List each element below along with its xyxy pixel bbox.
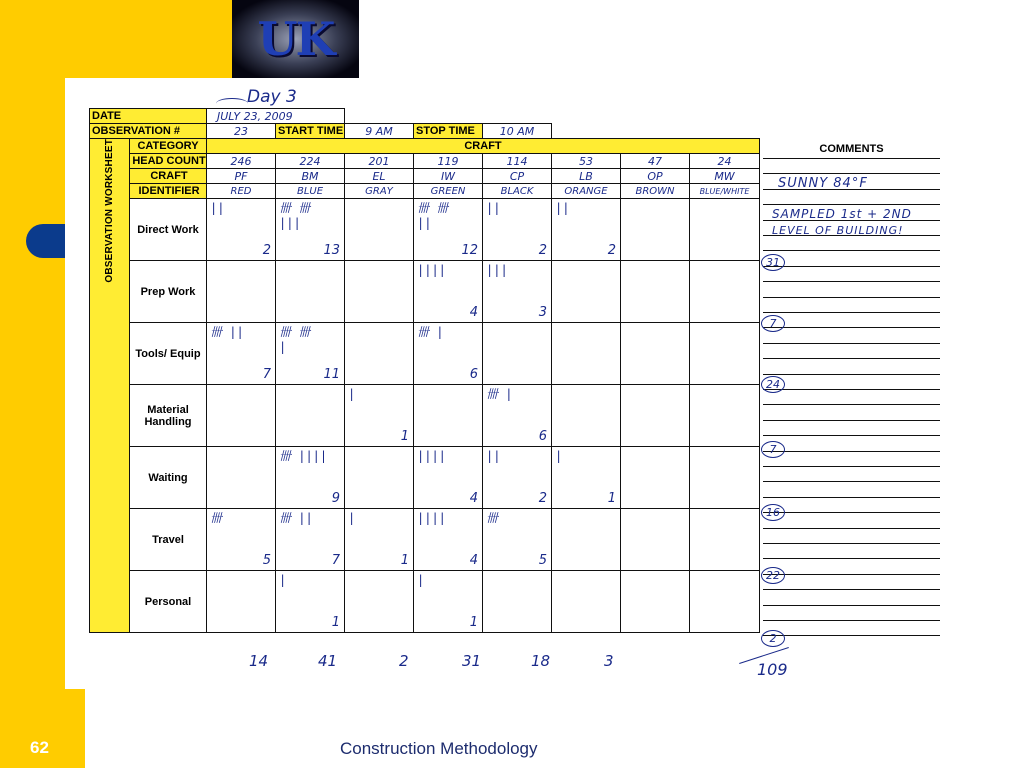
uk-logo xyxy=(232,0,359,78)
tally-count: 2 xyxy=(262,243,271,258)
tally-cell xyxy=(414,323,483,385)
head-count-0: 246 xyxy=(207,154,276,169)
category-row xyxy=(90,323,760,385)
tally-cell xyxy=(552,199,621,261)
head-count-7: 24 xyxy=(690,154,760,169)
tally-count: 2 xyxy=(607,243,616,258)
row-total-3: 7 xyxy=(761,441,785,458)
tally-cell xyxy=(690,385,760,447)
tally-cell xyxy=(690,199,760,261)
row-total-4: 16 xyxy=(761,504,785,521)
category-name: Waiting xyxy=(130,447,207,509)
identifier-1: BLUE xyxy=(276,184,345,199)
craft-4: CP xyxy=(483,169,552,184)
comment-rule xyxy=(763,158,940,159)
category-row xyxy=(90,447,760,509)
tally-marks: 卌 || xyxy=(210,325,244,339)
craft-header: CRAFT xyxy=(207,139,760,154)
start-time-label: START TIME xyxy=(276,124,345,139)
comment-rule xyxy=(763,528,940,529)
tally-marks: 卌 xyxy=(210,511,223,525)
tally-count: 1 xyxy=(400,429,409,444)
tally-marks: | xyxy=(348,387,356,401)
identifier-3: GREEN xyxy=(414,184,483,199)
identifier-7: BLUE/WHITE xyxy=(690,184,760,199)
tally-marks: 卌 | xyxy=(486,387,513,401)
tally-cell xyxy=(690,571,760,633)
tally-count: 2 xyxy=(538,491,547,506)
tally-cell xyxy=(621,323,690,385)
stop-time-label: STOP TIME xyxy=(414,124,483,139)
comment-rule xyxy=(763,512,940,513)
grand-total: 109 xyxy=(757,660,788,679)
tally-count: 4 xyxy=(469,491,478,506)
comment-rule xyxy=(763,420,940,421)
tally-count: 12 xyxy=(461,243,478,258)
tally-cell xyxy=(414,199,483,261)
head-count-5: 53 xyxy=(552,154,621,169)
head-count-3: 119 xyxy=(414,154,483,169)
tally-count: 7 xyxy=(331,553,340,568)
tally-marks: || xyxy=(210,201,225,215)
tally-cell xyxy=(552,261,621,323)
comment-rule xyxy=(763,574,940,575)
tally-marks: || xyxy=(486,449,501,463)
tally-cell xyxy=(207,323,276,385)
tally-marks: 卌 |||| xyxy=(279,449,328,463)
tally-cell xyxy=(621,199,690,261)
craft-label: CRAFT xyxy=(130,169,207,184)
comment-rule xyxy=(763,451,940,452)
tally-marks: 卌 卌 | xyxy=(279,325,311,354)
category-row xyxy=(90,571,760,633)
logo-text: UK xyxy=(257,12,334,66)
identifier-2: GRAY xyxy=(345,184,414,199)
row-total-1: 7 xyxy=(761,315,785,332)
tally-count: 2 xyxy=(538,243,547,258)
comment-rule xyxy=(763,312,940,313)
column-total-5: 3 xyxy=(604,652,614,670)
tally-cell xyxy=(552,447,621,509)
column-total-0: 14 xyxy=(249,652,269,670)
tally-marks: 卌 || xyxy=(279,511,313,525)
tally-count: 4 xyxy=(469,305,478,320)
category-name: Tools/ Equip xyxy=(130,323,207,385)
category-name: Travel xyxy=(130,509,207,571)
tally-count: 11 xyxy=(323,367,340,382)
comment-rule xyxy=(763,374,940,375)
comment-rule xyxy=(763,358,940,359)
tally-cell xyxy=(414,385,483,447)
head-count-4: 114 xyxy=(483,154,552,169)
tally-cell xyxy=(207,385,276,447)
tally-cell xyxy=(690,261,760,323)
tally-marks: 卌 卌 ||| xyxy=(279,201,311,230)
tally-cell xyxy=(276,199,345,261)
category-name: Personal xyxy=(130,571,207,633)
tally-marks: ||| xyxy=(486,263,508,277)
tally-cell xyxy=(414,509,483,571)
row-total-6: 2 xyxy=(761,630,785,647)
tally-count: 5 xyxy=(262,553,271,568)
category-name: Direct Work xyxy=(130,199,207,261)
tally-marks: | xyxy=(348,511,356,525)
category-row xyxy=(90,199,760,261)
tally-marks: |||| xyxy=(417,449,446,463)
comment-rule xyxy=(763,466,940,467)
tally-cell xyxy=(276,261,345,323)
tally-cell xyxy=(345,385,414,447)
tally-cell xyxy=(276,447,345,509)
comment-rule xyxy=(763,343,940,344)
craft-7: MW xyxy=(690,169,760,184)
tally-count: 6 xyxy=(469,367,478,382)
head-count-6: 47 xyxy=(621,154,690,169)
tally-count: 1 xyxy=(469,615,478,630)
column-total-3: 31 xyxy=(462,652,482,670)
tally-cell xyxy=(552,571,621,633)
head-count-1: 224 xyxy=(276,154,345,169)
tally-cell xyxy=(483,385,552,447)
tally-count: 7 xyxy=(262,367,271,382)
tally-cell xyxy=(345,509,414,571)
row-total-5: 22 xyxy=(761,567,785,584)
comment-rule xyxy=(763,297,940,298)
tally-cell xyxy=(207,509,276,571)
comment-rule xyxy=(763,497,940,498)
tally-marks: | xyxy=(555,449,563,463)
tally-cell xyxy=(552,385,621,447)
tally-cell xyxy=(207,199,276,261)
column-total-4: 18 xyxy=(531,652,551,670)
tally-marks: 卌 卌 || xyxy=(417,201,449,230)
stop-time-value: 10 AM xyxy=(483,124,552,139)
category-row xyxy=(90,261,760,323)
comment-rule xyxy=(763,558,940,559)
tally-cell xyxy=(345,447,414,509)
tally-cell xyxy=(690,323,760,385)
tally-marks: || xyxy=(555,201,570,215)
craft-3: IW xyxy=(414,169,483,184)
footer-title: Construction Methodology xyxy=(340,739,538,758)
craft-0: PF xyxy=(207,169,276,184)
craft-2: EL xyxy=(345,169,414,184)
tally-count: 1 xyxy=(607,491,616,506)
identifier-6: BROWN xyxy=(621,184,690,199)
tally-cell xyxy=(414,447,483,509)
tally-count: 9 xyxy=(331,491,340,506)
tally-cell xyxy=(345,571,414,633)
craft-5: LB xyxy=(552,169,621,184)
tally-cell xyxy=(483,509,552,571)
observation-value: 23 xyxy=(207,124,276,139)
tally-cell xyxy=(207,447,276,509)
observation-label: OBSERVATION # xyxy=(90,124,207,139)
tally-cell xyxy=(621,571,690,633)
tally-count: 13 xyxy=(323,243,340,258)
tally-cell xyxy=(690,447,760,509)
comment-rule xyxy=(763,481,940,482)
identifier-label: IDENTIFIER xyxy=(130,184,207,199)
head-count-label: HEAD COUNT xyxy=(130,154,207,169)
comment-rule xyxy=(763,204,940,205)
column-total-1: 41 xyxy=(318,652,338,670)
day-note: Day 3 xyxy=(247,87,297,107)
tally-count: 6 xyxy=(538,429,547,444)
comment-rule xyxy=(763,635,940,636)
identifier-5: ORANGE xyxy=(552,184,621,199)
identifier-4: BLACK xyxy=(483,184,552,199)
tally-cell xyxy=(276,509,345,571)
tally-cell xyxy=(483,199,552,261)
tally-cell xyxy=(207,261,276,323)
row-total-2: 24 xyxy=(761,376,785,393)
craft-1: BM xyxy=(276,169,345,184)
start-time-value: 9 AM xyxy=(345,124,414,139)
tally-cell xyxy=(276,571,345,633)
tally-count: 5 xyxy=(538,553,547,568)
tally-cell xyxy=(552,509,621,571)
tally-cell xyxy=(483,571,552,633)
comment-rule xyxy=(763,605,940,606)
category-name: Prep Work xyxy=(130,261,207,323)
worksheet-side-label: OBSERVATION WORKSHEET xyxy=(90,139,130,633)
comment-rule xyxy=(763,404,940,405)
tally-cell xyxy=(276,385,345,447)
date-label: DATE xyxy=(90,109,207,124)
tally-count: 3 xyxy=(538,305,547,320)
tally-cell xyxy=(483,261,552,323)
tally-cell xyxy=(345,199,414,261)
category-row xyxy=(90,385,760,447)
comment-rule xyxy=(763,435,940,436)
tally-cell xyxy=(483,323,552,385)
tally-cell xyxy=(414,571,483,633)
tally-count: 1 xyxy=(400,553,409,568)
tally-cell xyxy=(276,323,345,385)
tally-cell xyxy=(621,385,690,447)
tally-marks: | xyxy=(417,573,425,587)
date-value: JULY 23, 2009 xyxy=(207,109,345,124)
category-row xyxy=(90,509,760,571)
tally-marks: | xyxy=(279,573,287,587)
comment-rule xyxy=(763,266,940,267)
tally-cell xyxy=(345,323,414,385)
comment-rule xyxy=(763,327,940,328)
tally-cell xyxy=(552,323,621,385)
tally-marks: || xyxy=(486,201,501,215)
yellow-top-band xyxy=(85,0,232,78)
head-count-2: 201 xyxy=(345,154,414,169)
comment-rule xyxy=(763,250,940,251)
column-total-2: 2 xyxy=(399,652,409,670)
tally-marks: 卌 xyxy=(486,511,499,525)
tally-marks: 卌 | xyxy=(417,325,444,339)
craft-6: OP xyxy=(621,169,690,184)
comment-rule xyxy=(763,543,940,544)
tally-cell xyxy=(207,571,276,633)
comment-rule xyxy=(763,589,940,590)
observation-worksheet xyxy=(89,108,760,633)
tally-cell xyxy=(690,509,760,571)
tally-cell xyxy=(345,261,414,323)
row-total-0: 31 xyxy=(761,254,785,271)
identifier-0: RED xyxy=(207,184,276,199)
page-number: 62 xyxy=(30,738,49,757)
comment-rule xyxy=(763,173,940,174)
tally-count: 4 xyxy=(469,553,478,568)
tally-marks: |||| xyxy=(417,263,446,277)
tally-cell xyxy=(621,447,690,509)
category-label: CATEGORY xyxy=(130,139,207,154)
comment-rule xyxy=(763,620,940,621)
tally-cell xyxy=(414,261,483,323)
comment-line-2: SAMPLED 1st + 2ND xyxy=(772,207,912,221)
tally-cell xyxy=(621,261,690,323)
comment-line-3: LEVEL OF BUILDING! xyxy=(772,224,904,237)
category-name: Material Handling xyxy=(130,385,207,447)
tally-marks: |||| xyxy=(417,511,446,525)
comment-line-1: SUNNY 84°F xyxy=(778,176,868,191)
tally-count: 1 xyxy=(331,615,340,630)
comment-rule xyxy=(763,389,940,390)
comments-title: COMMENTS xyxy=(819,143,884,155)
tally-cell xyxy=(621,509,690,571)
comment-rule xyxy=(763,281,940,282)
tally-cell xyxy=(483,447,552,509)
